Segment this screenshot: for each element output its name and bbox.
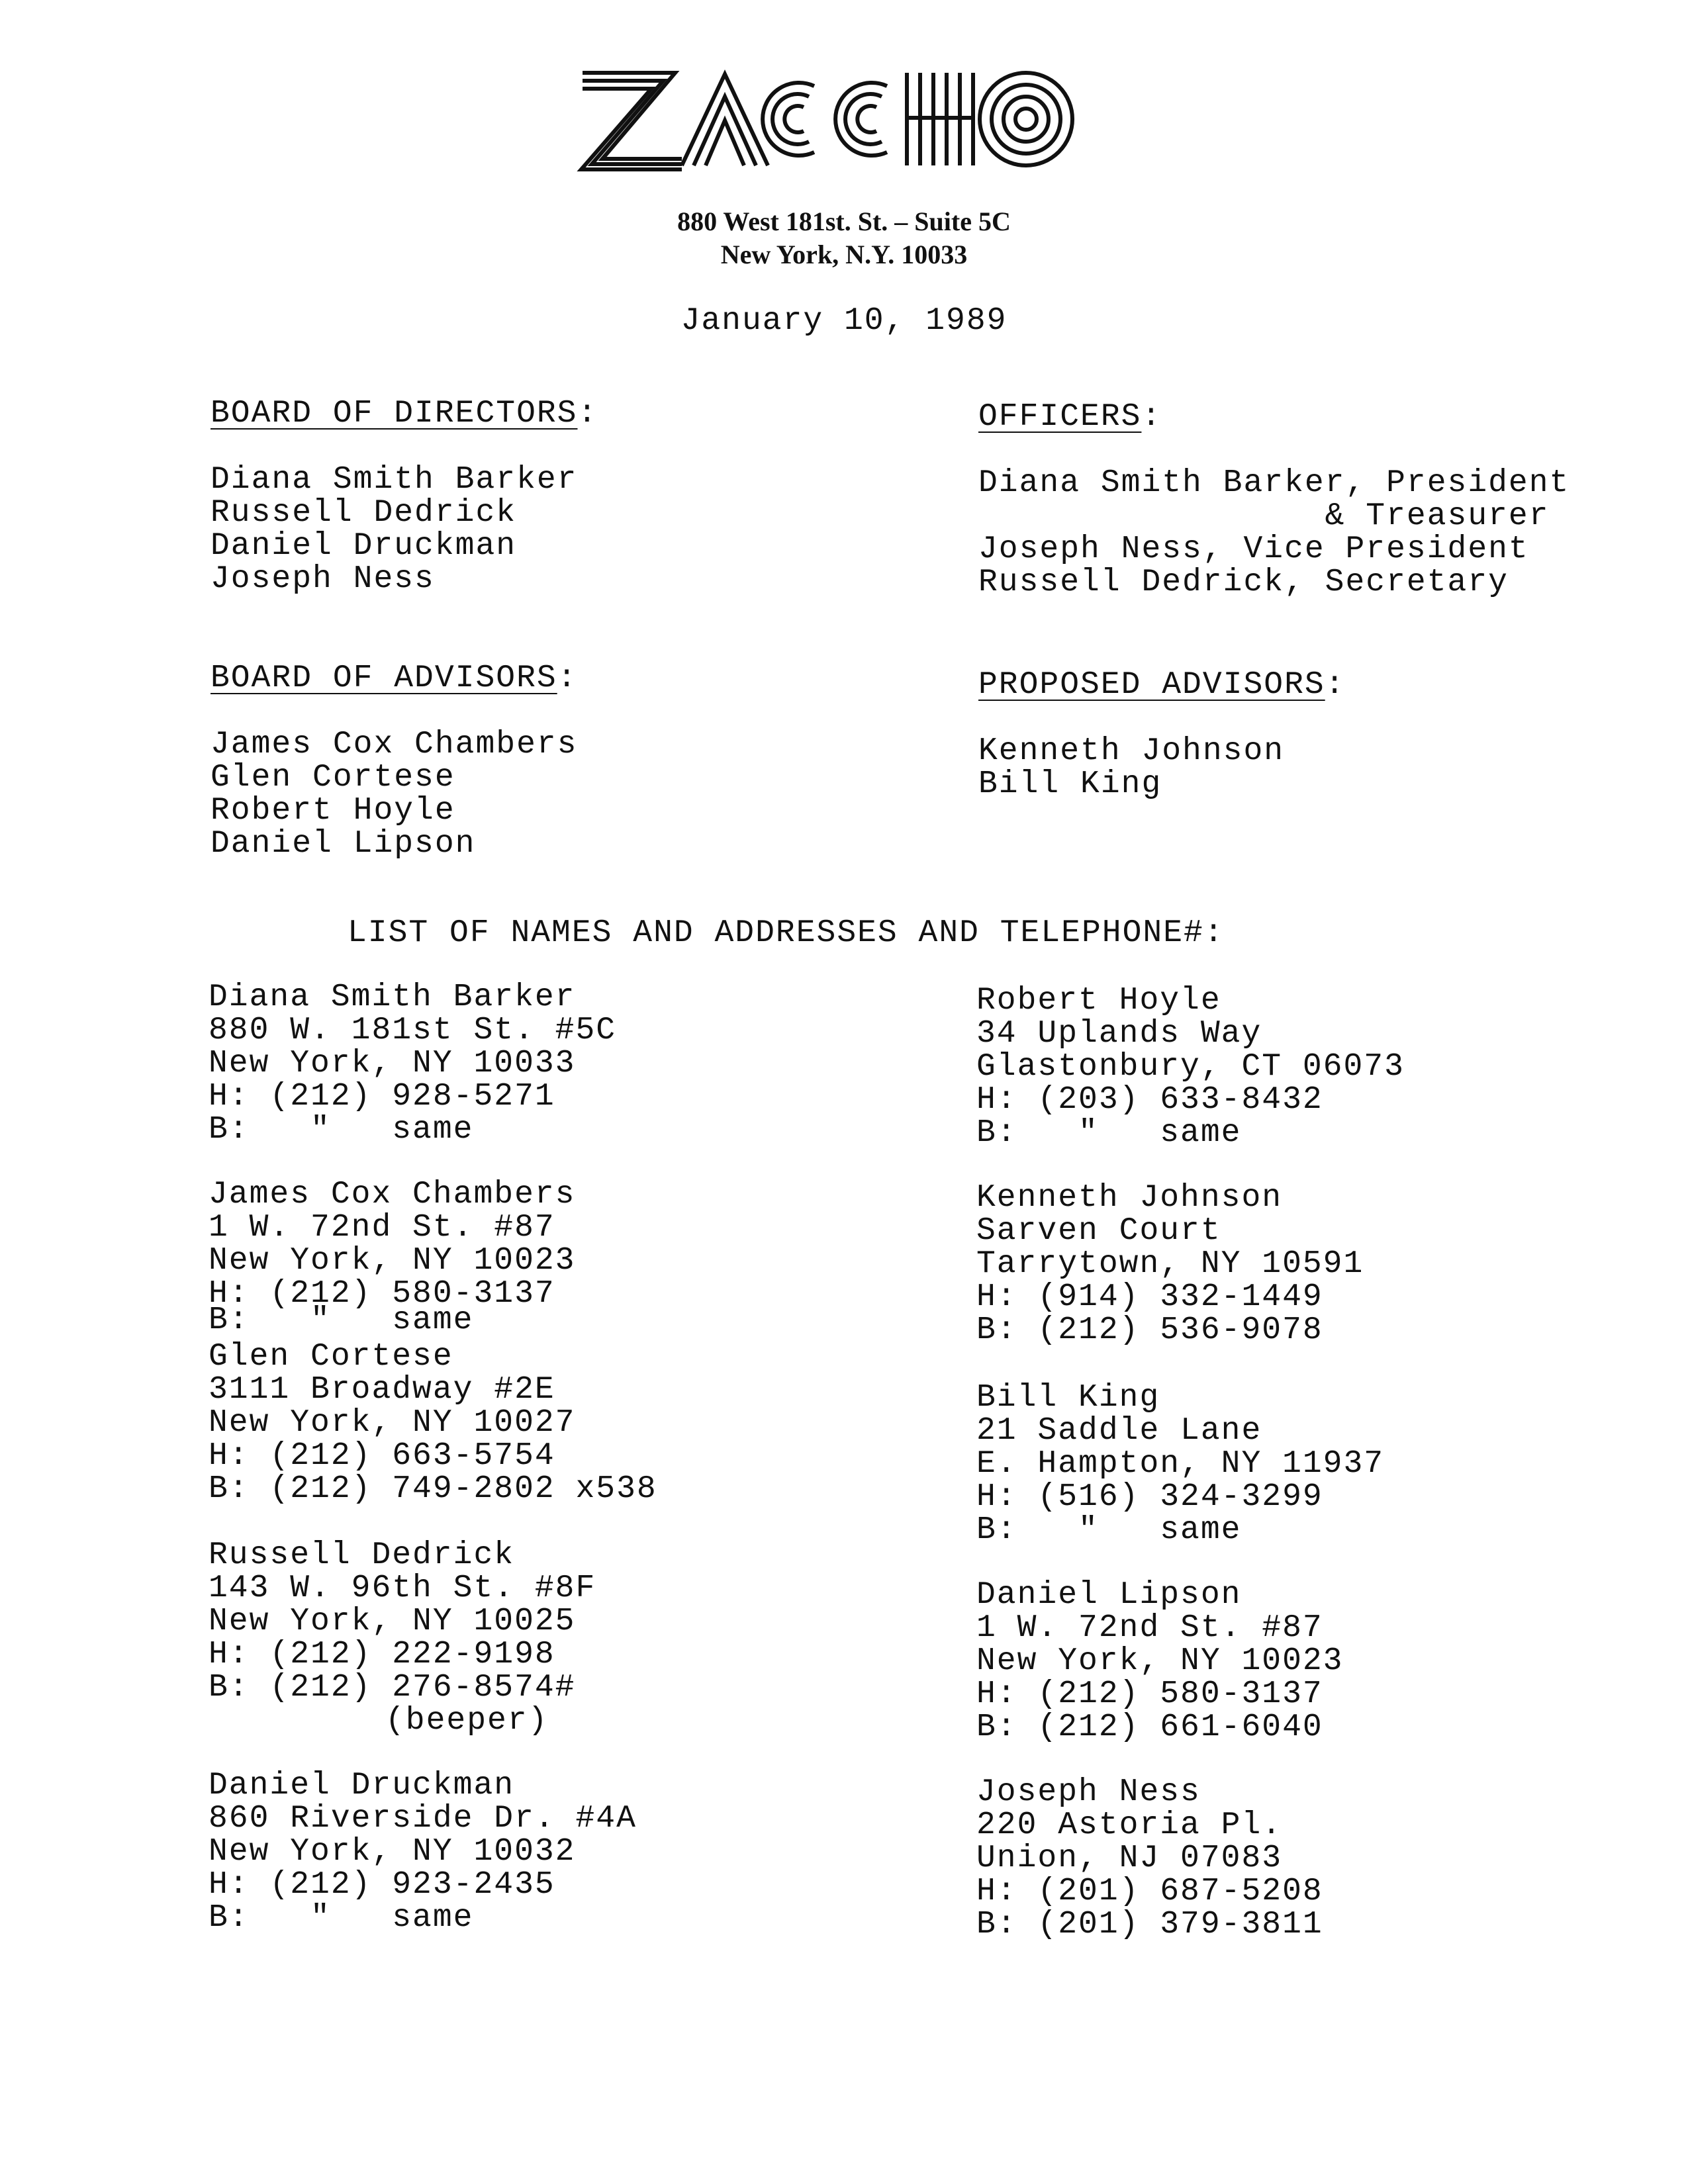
advisor-name: Daniel Lipson [211,826,476,862]
contact-name: Daniel Druckman [209,1768,515,1803]
address-line-1: 880 West 181st. St. – Suite 5C [677,206,1011,236]
contact-city: Glastonbury, CT 06073 [976,1049,1405,1085]
contact-street: 1 W. 72nd St. #87 [209,1210,555,1246]
contact-street: 1 W. 72nd St. #87 [976,1610,1323,1646]
contact-city: New York, NY 10025 [209,1604,576,1639]
contact-business-phone: B: " same [209,1302,474,1338]
board-of-advisors-section [211,662,578,860]
contact-street: 34 Uplands Way [976,1016,1262,1052]
director-name: Joseph Ness [211,561,435,597]
contact-card [209,1178,575,1337]
contact-street: 143 W. 96th St. #8F [209,1570,596,1606]
contact-city: New York, NY 10027 [209,1405,576,1441]
officer-line: Joseph Ness, Vice President [978,531,1529,567]
advisor-name: Glen Cortese [211,760,455,796]
contact-home-phone: H: (203) 633-8432 [976,1082,1323,1118]
contact-city: New York, NY 10033 [209,1046,576,1081]
contact-card [209,981,616,1146]
officer-line: Diana Smith Barker, President [978,465,1570,501]
contact-city: New York, NY 10023 [976,1643,1344,1679]
contact-card [976,984,1405,1150]
contact-home-phone: H: (212) 928-5271 [209,1079,555,1115]
contact-home-phone: H: (212) 663-5754 [209,1438,555,1474]
contact-card [209,1539,596,1737]
board-of-advisors-heading: BOARD OF ADVISORS: [211,660,578,696]
contact-name: Robert Hoyle [976,983,1221,1019]
address-line-2: New York, N.Y. 10033 [720,240,968,269]
contact-street: 21 Saddle Lane [976,1413,1262,1449]
contact-business-phone: B: (212) 276-8574# [209,1670,576,1706]
contact-business-phone: B: " same [976,1115,1242,1151]
letter-date: January 10, 1989 [680,303,1008,339]
contact-street: 3111 Broadway #2E [209,1372,555,1408]
advisor-name: James Cox Chambers [211,727,578,762]
contact-card [976,1181,1364,1347]
proposed-advisor-name: Kenneth Johnson [978,733,1285,769]
director-name: Diana Smith Barker [211,462,578,498]
director-name: Russell Dedrick [211,495,517,531]
contact-city: E. Hampton, NY 11937 [976,1446,1385,1482]
contact-name: Daniel Lipson [976,1577,1242,1613]
contact-business-phone: B: (212) 536-9078 [976,1312,1323,1348]
list-heading: LIST OF NAMES AND ADDRESSES AND TELEPHONE#: [348,915,1225,951]
officer-line: & Treasurer [978,498,1550,534]
contact-business-phone: B: (212) 661-6040 [976,1709,1323,1745]
zaccho-logo [576,60,1079,175]
proposed-advisor-name: Bill King [978,766,1162,802]
contact-card [209,1340,657,1506]
contact-name: Glen Cortese [209,1339,453,1375]
officer-line: Russell Dedrick, Secretary [978,565,1509,600]
director-name: Daniel Druckman [211,528,517,564]
proposed-advisors-heading: PROPOSED ADVISORS: [978,667,1346,703]
contact-home-phone: H: (212) 580-3137 [976,1676,1323,1712]
contact-name: Russell Dedrick [209,1537,515,1573]
contact-business-phone: B: (212) 749-2802 x538 [209,1471,657,1507]
contact-city: New York, NY 10023 [209,1243,576,1279]
officers-section [978,400,1570,599]
contact-card [976,1776,1323,1941]
contact-business-phone: B: " same [209,1112,474,1148]
contact-business-phone: B: (201) 379-3811 [976,1907,1323,1942]
contact-home-phone: H: (201) 687-5208 [976,1874,1323,1909]
advisor-name: Robert Hoyle [211,793,455,829]
contact-name: Kenneth Johnson [976,1180,1283,1216]
contact-business-phone: B: " same [209,1900,474,1936]
contact-home-phone: H: (516) 324-3299 [976,1479,1323,1515]
contact-street: 880 W. 181st St. #5C [209,1013,617,1048]
contact-card [976,1578,1343,1744]
contact-street: 220 Astoria Pl. [976,1807,1283,1843]
contact-note: (beeper) [385,1703,549,1739]
contact-home-phone: H: (914) 332-1449 [976,1279,1323,1315]
contact-name: James Cox Chambers [209,1177,576,1212]
contact-card [976,1381,1384,1547]
contact-city: Union, NJ 07083 [976,1841,1283,1876]
contact-city: New York, NY 10032 [209,1834,576,1870]
letterhead-address [0,205,1688,271]
contact-business-phone: B: " same [976,1512,1242,1548]
contact-name: Joseph Ness [976,1774,1201,1810]
contact-city: Tarrytown, NY 10591 [976,1246,1364,1282]
contact-street: Sarven Court [976,1213,1221,1249]
board-of-directors-heading: BOARD OF DIRECTORS: [211,396,598,432]
board-of-directors-section [211,397,598,596]
contact-home-phone: H: (212) 923-2435 [209,1867,555,1903]
officers-heading: OFFICERS: [978,399,1162,435]
contact-home-phone: H: (212) 222-9198 [209,1637,555,1672]
contact-card [209,1769,637,1934]
contact-home-phone: H: (212) 580-3137 [209,1276,555,1312]
proposed-advisors-section [978,668,1346,801]
contact-street: 860 Riverside Dr. #4A [209,1801,637,1837]
contact-name: Bill King [976,1380,1160,1416]
contact-name: Diana Smith Barker [209,979,576,1015]
